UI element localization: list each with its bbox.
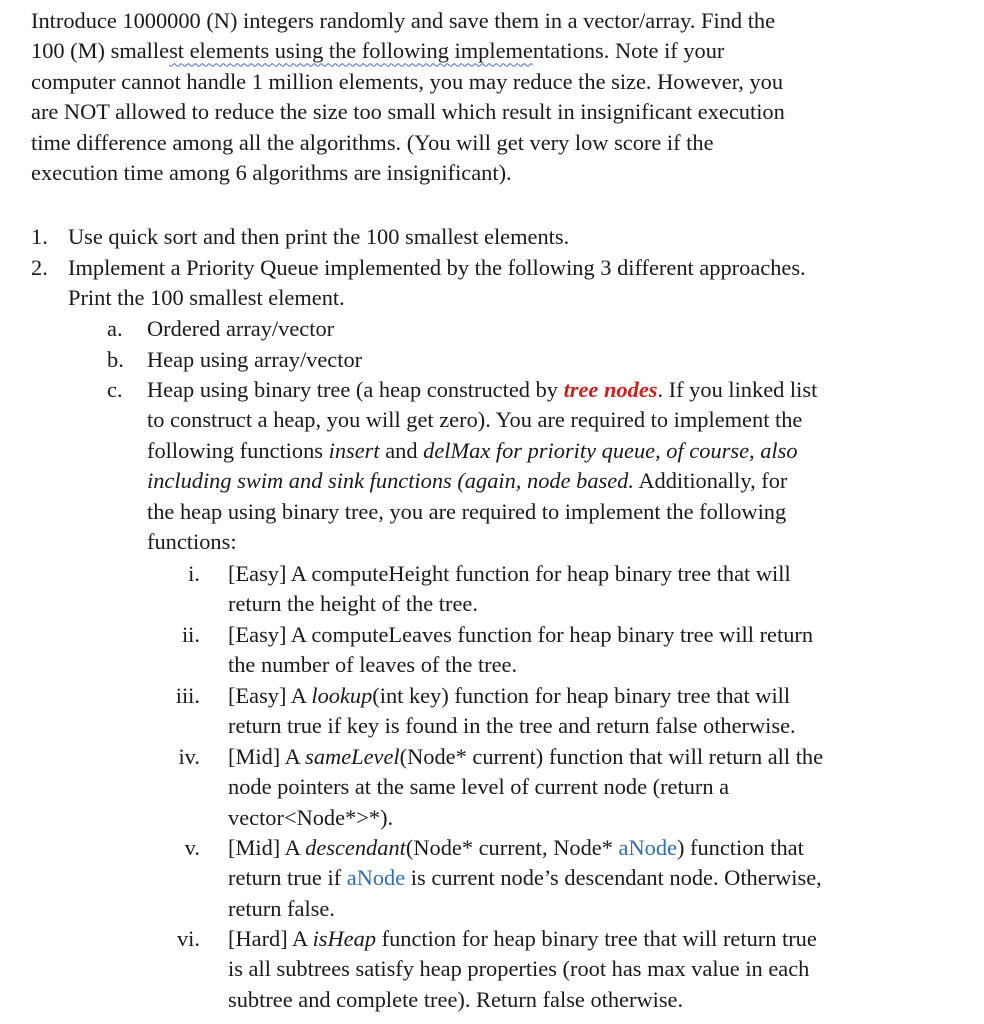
sub-item-text: Heap using array/vector bbox=[147, 347, 363, 372]
sub-letter: c. bbox=[107, 377, 123, 402]
roman-item-line bbox=[228, 742, 823, 772]
param-anode: aNode bbox=[346, 865, 406, 891]
list-item-text: Print the 100 smallest element. bbox=[68, 285, 345, 311]
list-item-text: Use quick sort and then print the 100 smallest elements. bbox=[68, 224, 570, 249]
list-number: 1. bbox=[31, 224, 48, 249]
intro-line: execution time among 6 algorithms are insignificant). bbox=[31, 160, 512, 186]
roman-item-line bbox=[228, 863, 822, 893]
roman-item-text: [Mid] A bbox=[228, 835, 306, 860]
sub-item-text: Ordered array/vector bbox=[147, 316, 335, 341]
roman-numeral: iv. bbox=[178, 744, 200, 769]
roman-item-line bbox=[228, 833, 822, 863]
roman-item-text: (Node* current) function that will return all the bbox=[399, 744, 824, 769]
sub-item-line: functions: bbox=[147, 529, 237, 555]
function-name-samelevel: sameLevel bbox=[305, 744, 400, 769]
roman-item-text: return true if bbox=[228, 865, 347, 891]
sub-item-line: the heap using binary tree, you are required to implement the following bbox=[147, 498, 787, 524]
roman-item-text: is all subtrees satisfy heap properties (root has max value in each bbox=[228, 956, 810, 982]
sub-item-text: following functions bbox=[147, 437, 329, 463]
roman-numeral: ii. bbox=[181, 622, 200, 647]
intro-line: computer cannot handle 1 million elements, you may reduce the size. However, you bbox=[31, 68, 784, 94]
function-name-lookup: lookup bbox=[311, 683, 373, 708]
function-name-descendant: descendant bbox=[305, 835, 406, 860]
roman-item-text: function for heap binary tree that will return true bbox=[376, 926, 817, 951]
roman-item-text: return true if key is found in the tree and return false otherwise. bbox=[228, 713, 796, 739]
roman-item-text: ) function that bbox=[676, 835, 804, 860]
sub-item-line bbox=[147, 436, 817, 466]
sub-item-line bbox=[147, 375, 817, 405]
sub-item-text: . If you linked list bbox=[657, 377, 818, 402]
function-name-isheap: isHeap bbox=[312, 926, 377, 951]
intro-line: Introduce 1000000 (N) integers randomly and save them in a vector/array. Find the bbox=[31, 8, 776, 33]
roman-numeral: iii. bbox=[175, 683, 200, 708]
roman-item-text: subtree and complete tree). Return false otherwise. bbox=[228, 986, 684, 1012]
intro-line: time difference among all the algorithms. (You will get very low score if the bbox=[31, 129, 714, 155]
roman-item-line bbox=[228, 681, 796, 711]
spellcheck-underlined-text: st elements using the following impleme bbox=[169, 38, 533, 64]
roman-numeral: i. bbox=[188, 561, 200, 586]
intro-text: ntations. Note if your bbox=[532, 38, 725, 64]
roman-item-text: the number of leaves of the tree. bbox=[228, 652, 518, 678]
roman-item-text: (Node* current, Node* bbox=[405, 835, 619, 860]
intro-text: 100 (M) smalle bbox=[31, 38, 170, 64]
roman-numeral: v. bbox=[184, 835, 200, 860]
roman-item-text: is current node’s descendant node. Otherwise, bbox=[405, 865, 822, 891]
roman-item-text: [Easy] A bbox=[228, 683, 312, 708]
emphasis-tree-nodes: tree nodes bbox=[563, 377, 658, 402]
roman-item-text: vector<Node*>*). bbox=[228, 804, 394, 830]
roman-item-text: return the height of the tree. bbox=[228, 591, 478, 617]
sub-letter: b. bbox=[107, 347, 124, 372]
intro-line bbox=[31, 36, 951, 66]
sub-item-line bbox=[147, 466, 817, 496]
sub-item-text: Heap using binary tree (a heap constructed by bbox=[147, 377, 564, 402]
sub-item-text: and bbox=[379, 437, 424, 463]
roman-item-text: (int key) function for heap binary tree that will bbox=[372, 683, 791, 708]
sub-item-text: Additionally, for bbox=[633, 468, 788, 494]
roman-item-text: [Mid] A bbox=[228, 744, 306, 769]
function-name-insert: insert bbox=[328, 437, 380, 463]
list-item-text: Implement a Priority Queue implemented by the following 3 different approaches. bbox=[68, 255, 806, 280]
roman-item-text: node pointers at the same level of current node (return a bbox=[228, 774, 730, 800]
roman-item-text: [Hard] A bbox=[228, 926, 313, 951]
intro-line: are NOT allowed to reduce the size too small which result in insignificant execution bbox=[31, 99, 785, 125]
sub-item-line: to construct a heap, you will get zero). You are required to implement the bbox=[147, 407, 803, 433]
param-anode: aNode bbox=[618, 835, 677, 860]
sub-letter: a. bbox=[107, 316, 123, 341]
roman-item-text: return false. bbox=[228, 895, 335, 921]
italic-text: including swim and sink functions (again, node based. bbox=[147, 468, 634, 494]
list-number: 2. bbox=[31, 255, 48, 280]
intro-paragraph bbox=[31, 6, 951, 188]
roman-numeral: vi. bbox=[176, 926, 200, 951]
roman-item-text: [Easy] A computeHeight function for heap binary tree that will bbox=[228, 561, 791, 586]
roman-item-line bbox=[228, 924, 817, 954]
roman-item-text: [Easy] A computeLeaves function for heap binary tree will return bbox=[228, 622, 814, 647]
italic-text: delMax for priority queue, of course, also bbox=[423, 437, 798, 463]
